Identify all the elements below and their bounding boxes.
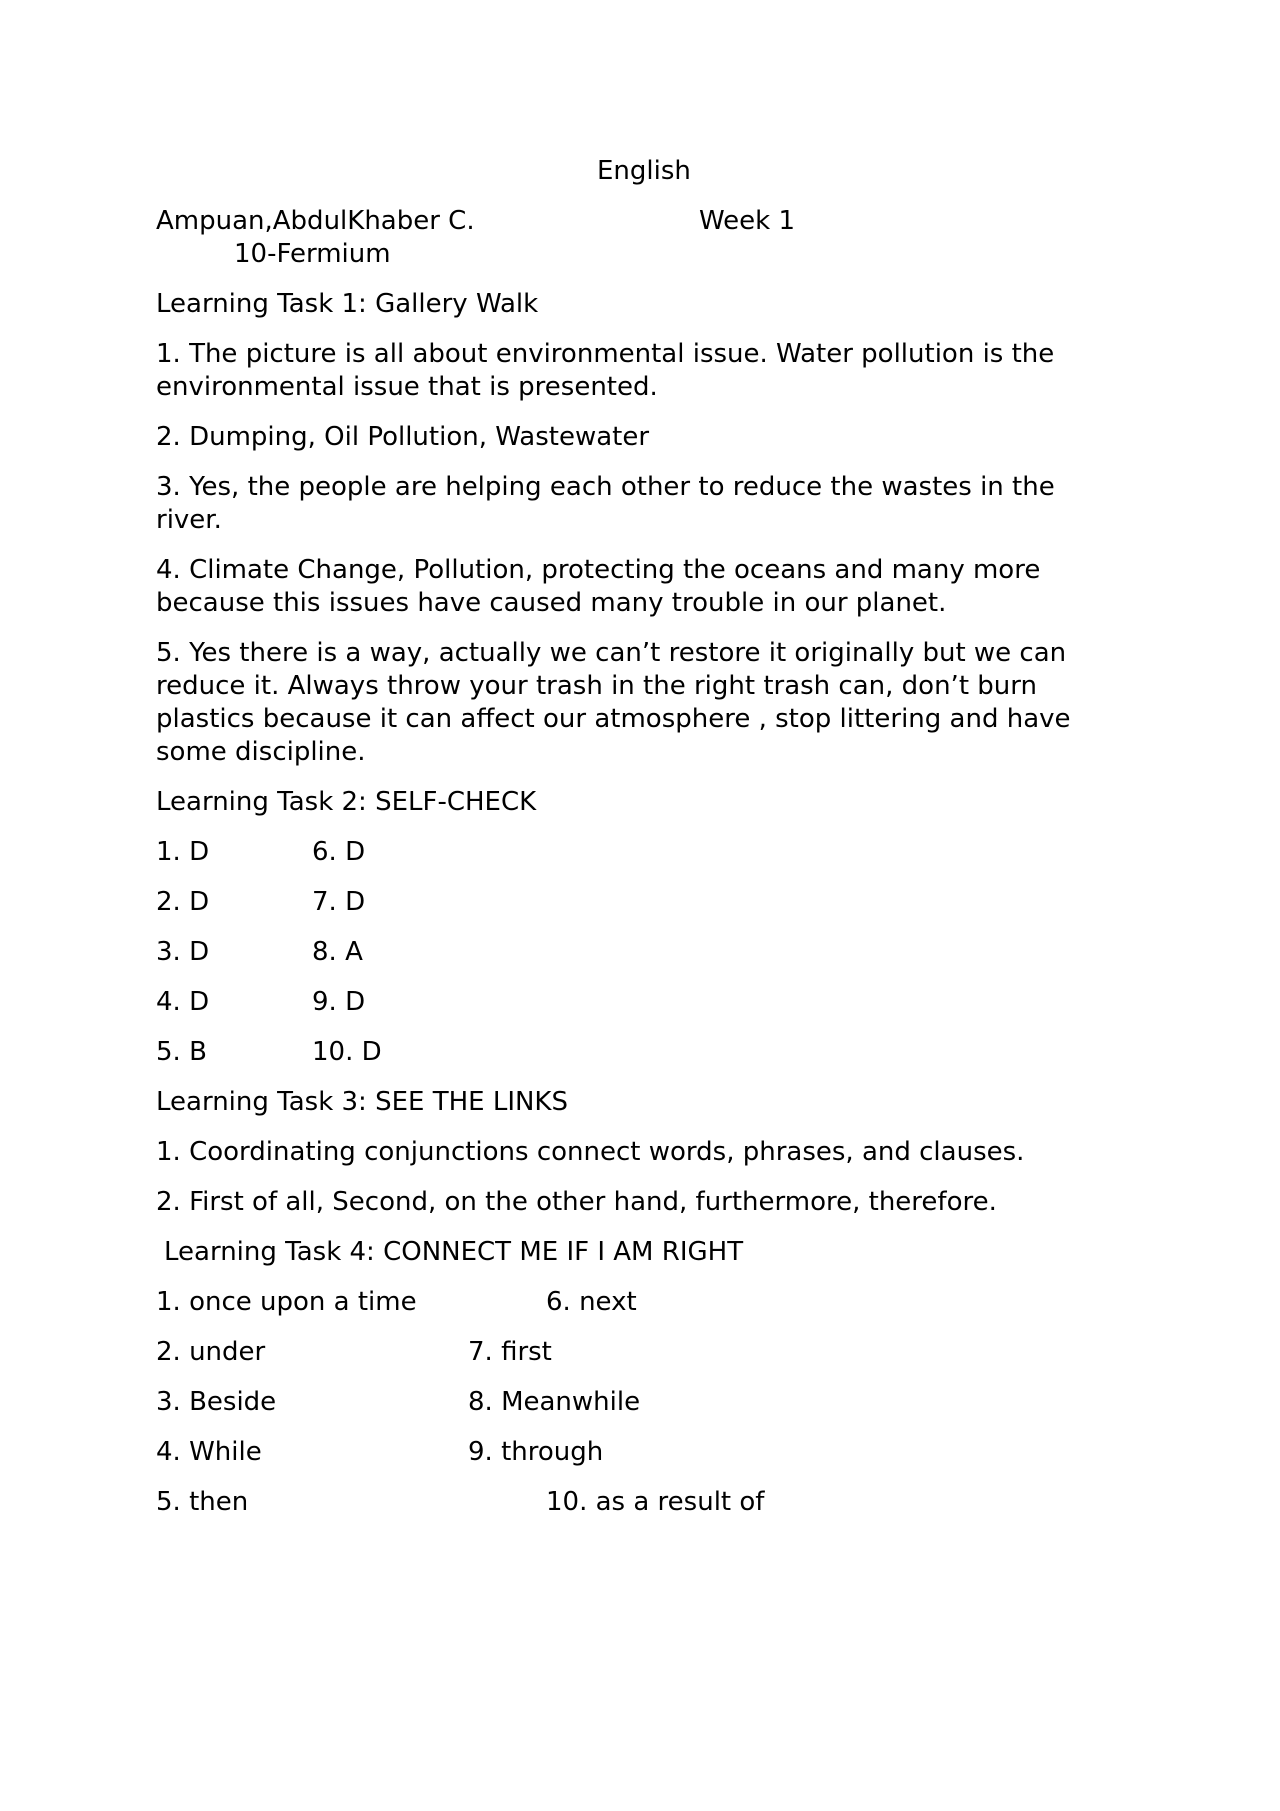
task4-heading: Learning Task 4: CONNECT ME IF I AM RIGHT [164,1237,744,1267]
task3-heading: Learning Task 3: SEE THE LINKS [156,1087,568,1117]
student-name: Ampuan,AbdulKhaber C. [156,206,475,236]
task4-answer: 7. first [468,1337,552,1367]
task2-answer: 5. B [156,1037,207,1067]
task2-answer: 2. D [156,887,210,917]
task2-answer: 7. D [312,887,366,917]
task4-answer: 1. once upon a time [156,1287,417,1317]
task1-heading: Learning Task 1: Gallery Walk [156,289,539,319]
task4-answer: 5. then [156,1487,249,1517]
task2-answer: 8. A [312,937,363,967]
task2-answer: 9. D [312,987,366,1017]
task1-answer-1: 1. The picture is all about environmental issue. Water pollution is the environmental issue that is presented. [156,339,1055,402]
task3-answer-2: 2. First of all, Second, on the other hand, furthermore, therefore. [156,1187,997,1217]
task4-answer: 6. next [546,1287,637,1317]
task2-answer: 1. D [156,837,210,867]
task4-answer: 9. through [468,1437,604,1467]
task3-answer-1: 1. Coordinating conjunctions connect words, phrases, and clauses. [156,1137,1025,1167]
section-label: 10-Fermium [234,239,391,269]
task4-answer: 8. Meanwhile [468,1387,641,1417]
task2-answer: 4. D [156,987,210,1017]
week-label: Week 1 [699,206,796,236]
task4-answer: 3. Beside [156,1387,277,1417]
task1-answer-2: 2. Dumping, Oil Pollution, Wastewater [156,422,650,452]
task1-answer-5: 5. Yes there is a way, actually we can’t restore it originally but we can reduce it. Always throw your trash in the right trash can, don’t burn plastics because it can affect our atmosphere , stop littering and have some discipline. [156,638,1071,767]
task4-answer: 10. as a result of [546,1487,765,1517]
task2-answer: 6. D [312,837,366,867]
task2-answer: 3. D [156,937,210,967]
task2-answer: 10. D [312,1037,382,1067]
task2-heading: Learning Task 2: SELF-CHECK [156,787,537,817]
task1-answer-3: 3. Yes, the people are helping each other to reduce the wastes in the river. [156,472,1055,535]
task4-answer: 2. under [156,1337,266,1367]
task1-answer-4: 4. Climate Change, Pollution, protecting the oceans and many more because this issues have caused many trouble in our planet. [156,555,1041,618]
task4-answer: 4. While [156,1437,262,1467]
document-title: English [597,156,691,186]
